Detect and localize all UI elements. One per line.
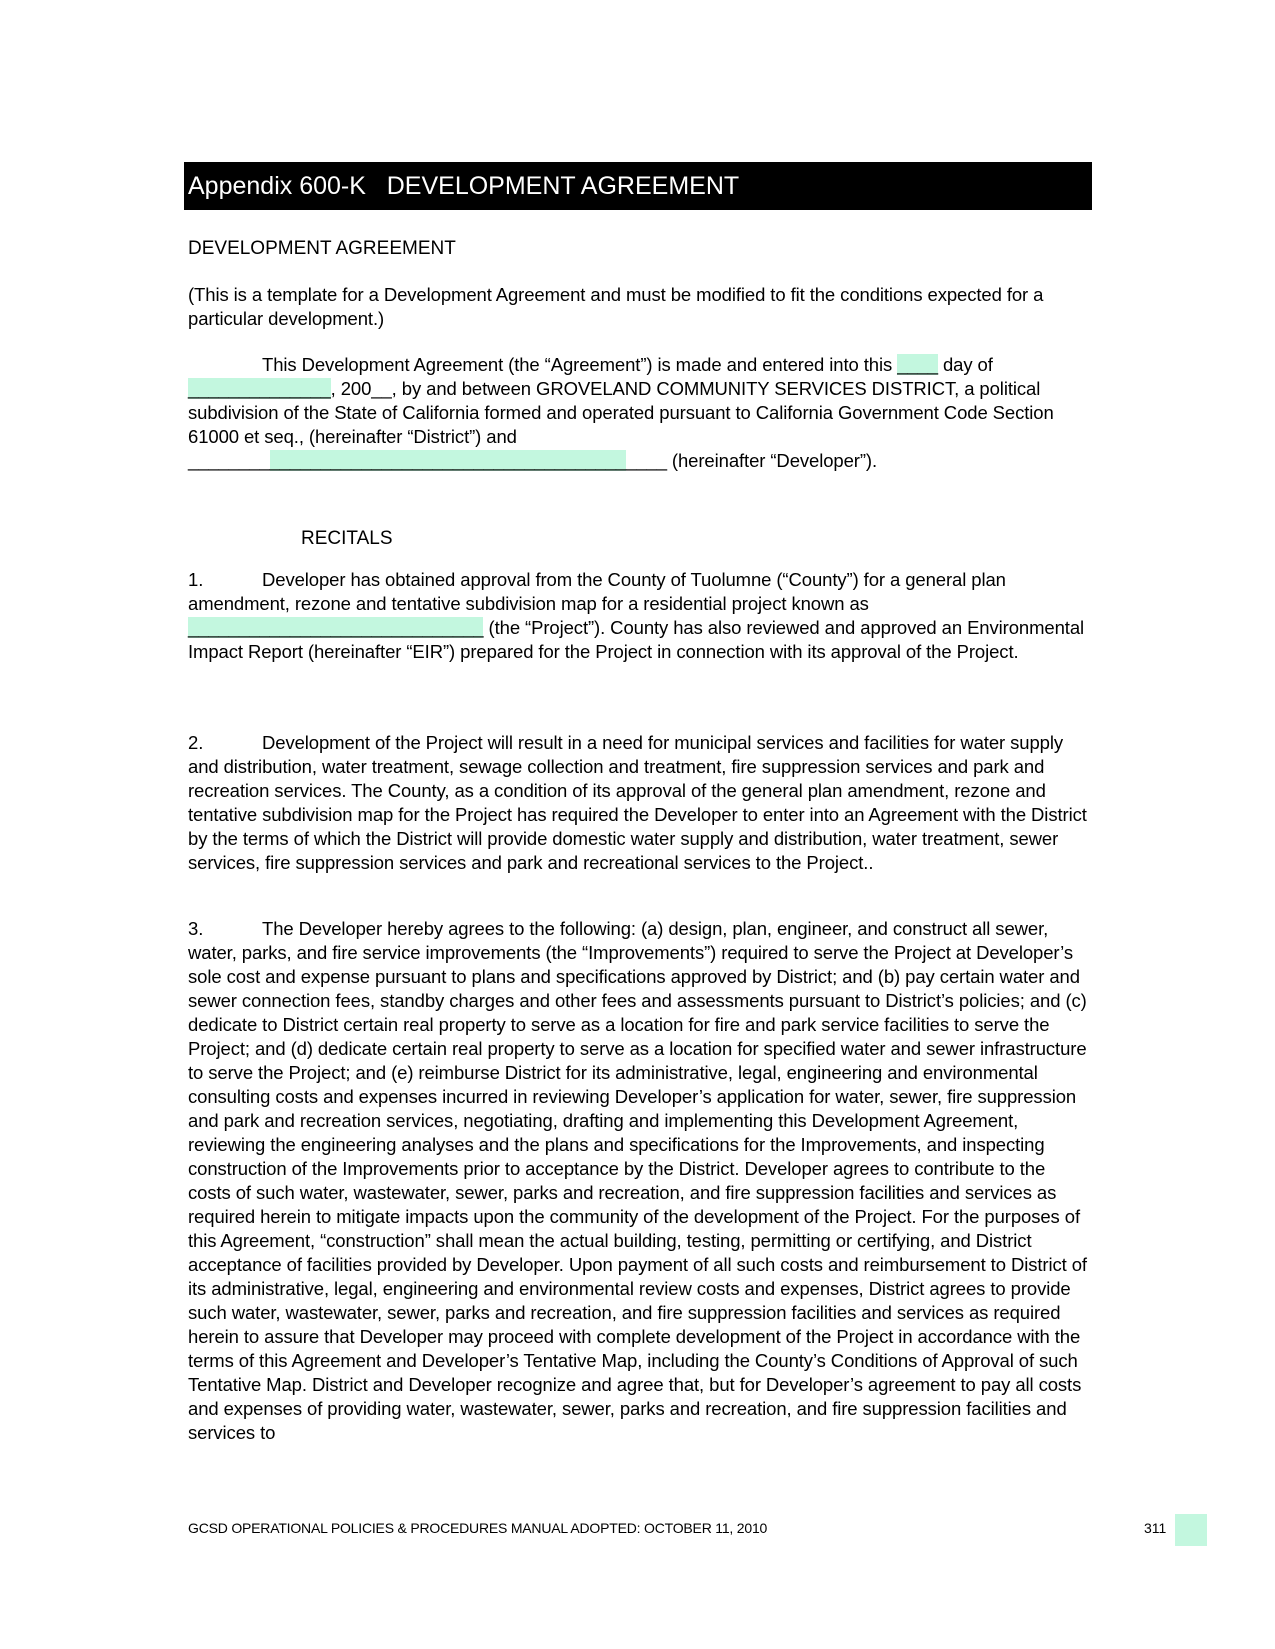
recital-2-text: Development of the Project will result in a need for municipal services and facilities for water supply and distribution, water treatment, sewage collection and treatment, fire suppression services and park and recreation services. The County, as a condition of its approval of the general plan amendment, rezone and tentative subdivision map for the Project has required the Developer to enter into an Agreement with the District by the terms of which the District will provide domestic water supply and distribution, water treatment, sewer services, fire suppression services and park and recreational services to the Project.. (188, 732, 1087, 873)
intro-text-1: This Development Agreement (the “Agreement”) is made and entered into this (262, 354, 898, 375)
recital-1-text-2: (the “Project”). County has also reviewed and approved an Environmental Impact Report (hereinafter “EIR”) prepared for the Project in connection with its approval of the Project. (188, 617, 1085, 662)
developer-blank-end: ____ (626, 450, 667, 471)
appendix-title: DEVELOPMENT AGREEMENT (386, 172, 740, 200)
appendix-label: Appendix 600-K (188, 172, 366, 200)
recital-2-number: 2. (188, 732, 204, 753)
intro-text-2: day of (937, 354, 993, 375)
developer-blank: ___________________________________ (269, 450, 627, 471)
page-number: 311 (1144, 1520, 1167, 1536)
project-name-blank: _____________________________ (188, 617, 484, 638)
recital-1-text-1: Developer has obtained approval from the County of Tuolumne (“County”) for a general plan amendment, rezone and tentative subdivision map for a residential project known as (188, 569, 1006, 614)
recital-3 (188, 917, 1088, 1445)
intro-text-3: , 200__, by and between GROVELAND COMMUNITY SERVICES DISTRICT, a political subdivision of the State of California formed and operated pursuant to California Government Code Section 61000 et seq., (hereinafter “District”) and (188, 378, 1054, 447)
intro-paragraph (188, 353, 1088, 473)
month-blank: ______________ (188, 378, 331, 399)
intro-text-4: (hereinafter “Developer”). (666, 450, 878, 471)
day-blank: ____ (897, 354, 938, 375)
developer-blank-start: ________ (188, 450, 270, 471)
recital-3-text: The Developer hereby agrees to the following: (a) design, plan, engineer, and construct all sewer, water, parks, and fire service improvements (the “Improvements”) required to serve the Project at Developer’s sole cost and expense pursuant to plans and specifications approved by District; and (b) pay certain water and sewer connection fees, standby charges and other fees and assessments pursuant to District’s policies; and (c) dedicate to District certain real property to serve as a location for fire and park service facilities to serve the Project; and (d) dedicate certain real property to serve as a location for specified water and sewer infrastructure to serve the Project; and (e) reimburse District for its administrative, legal, engineering and environmental consulting costs and expenses incurred in reviewing Developer’s application for water, sewer, fire suppression and park and recreation services, negotiating, drafting and implementing this Development Agreement, reviewing the engineering analyses and the plans and specifications for the Improvements, and inspecting construction of the Improvements prior to acceptance by the District. Developer agrees to contribute to the costs of such water, wastewater, sewer, parks and recreation, and fire suppression facilities and services as required herein to mitigate impacts upon the community of the development of the Project. For the purposes of this Agreement, “construction” shall mean the actual building, testing, permitting or certifying, and District acceptance of facilities provided by Developer. Upon payment of all such costs and reimbursement to District of its administrative, legal, engineering and environmental review costs and expenses, District agrees to provide such water, wastewater, sewer, parks and recreation, and fire suppression facilities and services as required herein to assure that Developer may proceed with complete development of the Project in accordance with the terms of this Agreement and Developer’s Tentative Map, including the County’s Conditions of Approval of such Tentative Map. District and Developer recognize and agree that, but for Developer’s agreement to pay all costs and expenses of providing water, wastewater, sewer, parks and recreation, and fire suppression facilities and services to (188, 918, 1087, 1443)
footer-text: GCSD OPERATIONAL POLICIES & PROCEDURES MANUAL ADOPTED: OCTOBER 11, 2010 (188, 1520, 768, 1536)
recital-3-number: 3. (188, 918, 204, 939)
recitals-heading: RECITALS (301, 528, 393, 549)
page-marker (1175, 1514, 1207, 1546)
appendix-banner (184, 162, 1092, 210)
recital-1-number: 1. (188, 569, 204, 590)
recital-1 (188, 568, 1088, 664)
recital-2 (188, 731, 1088, 875)
document-heading: DEVELOPMENT AGREEMENT (188, 238, 456, 259)
template-note: (This is a template for a Development Agreement and must be modified to fit the conditions expected for a particular development.) (188, 284, 1044, 329)
